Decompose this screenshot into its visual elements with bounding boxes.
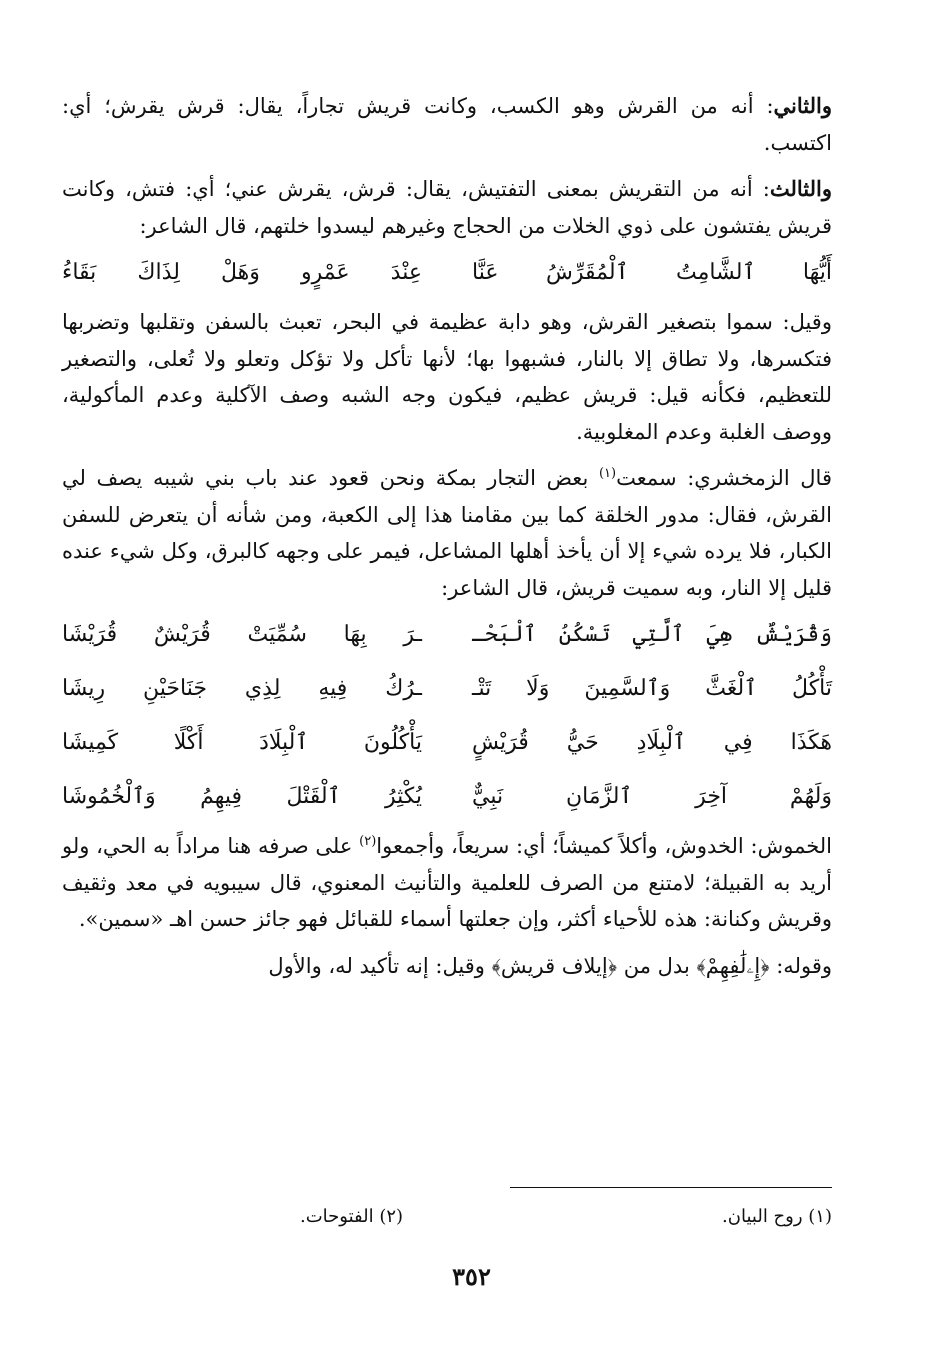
paragraph-text: بعض التجار بمكة ونحن قعود عند باب بني شيبه يصف لي القرش، فقال: مدور الخلقة كما بين مقامنا هذا إلى الكعبة، ومن شأنه أن يتعرض للسفن الكبار، فلا يرده شيء إلا أن يأخذ أهلها المشاعل، فيمر على وجهه كالبرق، وكل شيء عنده قليل إلا النار، وبه سميت قريش، قال الشاعر: (62, 466, 832, 600)
paragraph-lead: والثالث (769, 176, 832, 201)
footnote-ref-2: (٢) (359, 834, 377, 849)
verse-second-hemistich: ـرُكُ فِيهِ لِذِي جَنَاحَيْنِ رِيشَا (62, 676, 422, 701)
poem-verse-block-2 (62, 608, 832, 824)
footnotes (300, 1206, 832, 1227)
verse-second-hemistich: عِنْدَ عَمْرٍو وَهَلْ لِذَاكَ بَقَاءُ (62, 260, 422, 285)
poem-verse (62, 662, 832, 716)
verse-first-hemistich: وَلَهُمْ آخِرَ ٱلزَّمَانِ نَبِيٌّ (472, 784, 832, 809)
verse-first-hemistich: تَأْكُلُ ٱلْغَثَّ وَٱلسَّمِينَ وَلَا تَتْـ (472, 676, 832, 701)
paragraph-third-meaning (62, 171, 832, 244)
poem-verse (62, 770, 832, 824)
paragraph-shark-explanation: وقيل: سموا بتصغير القرش، وهو دابة عظيمة في البحر، تعبث بالسفن وتقلبها وتضربها فتكسرها، ولا تطاق إلا بالنار، فشبهوا بها؛ لأنها تأكل ولا تؤكل وتعلو ولا تُعلى، والتصغير للتعظيم، فكأنه قيل: قريش عظيم، فيكون وجه الشبه وصف الآكلية وعدم المأكولية، ووصف الغلبة وعدم المغلوبية. (62, 310, 832, 444)
poem-verse (62, 716, 832, 770)
paragraph-lead: والثاني (773, 93, 832, 118)
paragraph-text: قال الزمخشري: سمعت (616, 466, 832, 490)
paragraph-second-meaning (62, 88, 832, 161)
footnote-divider (510, 1187, 832, 1188)
paragraph-text: : أنه من القرش وهو الكسب، وكانت قريش تجاراً، يقال: قرش يقرش؛ أي: اكتسب. (62, 94, 832, 155)
verse-second-hemistich: يُكْثِرُ ٱلْقَتْلَ فِيهِمُ وَٱلْخُمُوشَا (62, 784, 422, 809)
footnote-ref-1: (١) (598, 466, 617, 481)
page-body (62, 88, 832, 984)
paragraph-text: : أنه من التقريش بمعنى التفتيش، يقال: قرش، يقرش عني؛ أي: فتش، وكانت قريش يفتشون على ذوي الخلات من الحجاج وغيرهم ليسدوا خلتهم، قال الشاعر: (62, 177, 832, 238)
poem-verse (62, 246, 832, 300)
verse-first-hemistich: أَيُّهَا ٱلشَّامِتُ ٱلْمُقَرِّشُ عَنَّا (472, 260, 832, 285)
poem-verse (62, 608, 832, 662)
verse-first-hemistich: هَكَذَا فِي ٱلْبِلَادِ حَيُّ قُرَيْشٍ (472, 730, 832, 755)
verse-second-hemistich: يَأْكُلُونَ ٱلْبِلَادَ أَكْلًا كَمِيشَا (62, 730, 422, 755)
poem-verse-block-1 (62, 246, 832, 300)
footnote-2: (٢) الفتوحات. (300, 1206, 404, 1227)
paragraph-text: على صرفه هنا مراداً به الحي، ولو أريد به القبيلة؛ لامتنع من الصرف للعلمية والتأنيث المعنوي، قال سيبويه في معد وثقيف وقريش وكنانة: هذه للأحياء أكثر، وإن جعلتها أسماء للقبائل فهو جائز حسن اهـ «سمين». (62, 834, 832, 931)
paragraph-text: الخموش: الخدوش، وأكلاً كميشاً؛ أي: سريعاً، وأجمعوا (376, 834, 832, 858)
page-number: ٣٥٢ (452, 1262, 491, 1291)
verse-second-hemistich: ـرَ بِهَا سُمِّيَتْ قُرَيْشٌ قُرَيْشَا (62, 622, 422, 647)
verse-first-hemistich: وَقُرَيْشٌ هِيَ ٱلَّتِي تَسْكُنُ ٱلْبَحْـ (472, 622, 832, 647)
footnote-1: (١) روح البيان. (722, 1206, 832, 1227)
paragraph-zamakhshari (62, 460, 832, 606)
paragraph-khumush (62, 828, 832, 938)
paragraph-ilafihim: وقوله: ﴿إِۦلَٰفِهِمْ﴾ بدل من ﴿إيلاف قريش﴾ وقيل: إنه تأكيد له، والأول (268, 953, 832, 978)
